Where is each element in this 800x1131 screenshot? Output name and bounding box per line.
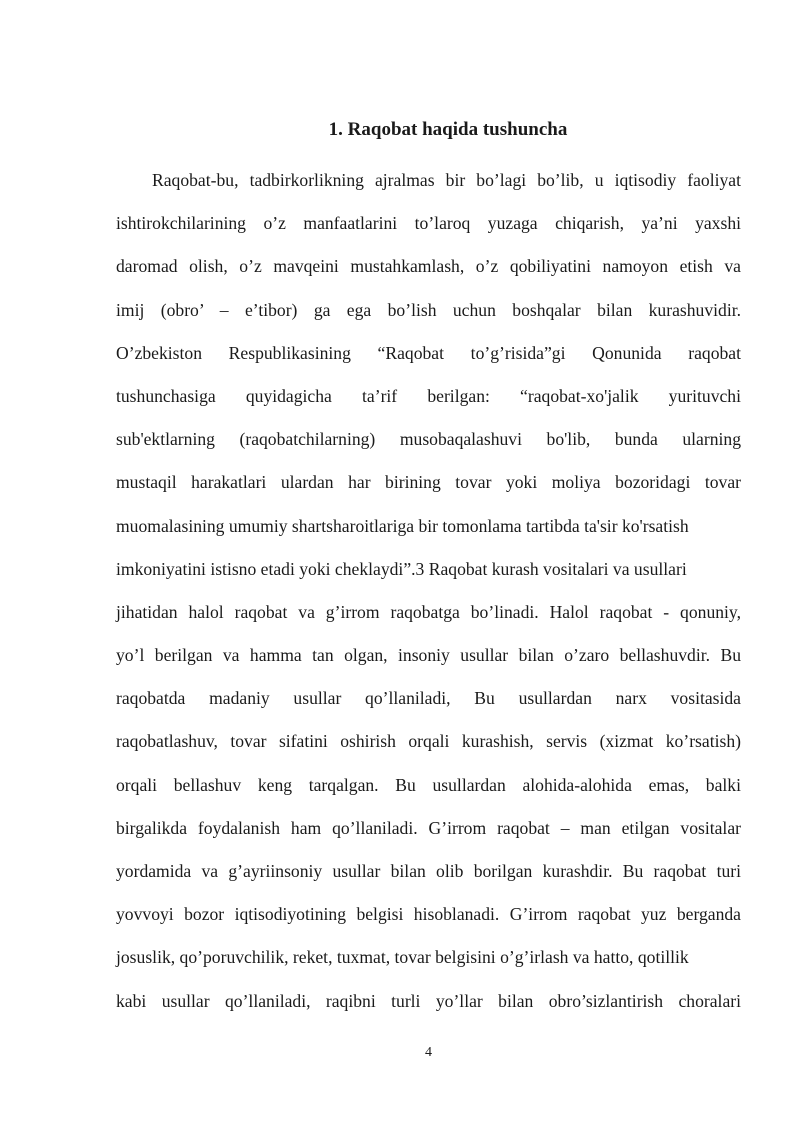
text-line: Raqobat-bu, tadbirkorlikning ajralmas bir bo’lagi bo’lib, u iqtisodiy faoliyat bbox=[152, 170, 741, 190]
text-line: yo’l berilgan va hamma tan olgan, insoniy usullar bilan o’zaro bellashuvdir. Bu bbox=[116, 645, 741, 666]
section-title: 1. Raqobat haqida tushuncha bbox=[328, 119, 568, 140]
text-line: josuslik, qo’poruvchilik, reket, tuxmat, tovar belgisini o’g’irlash va hatto, qotillik bbox=[116, 947, 689, 968]
text-line: yovvoyi bozor iqtisodiyotining belgisi hisoblanadi. G’irrom raqobat yuz berganda bbox=[116, 904, 741, 925]
body-paragraph bbox=[116, 166, 741, 1030]
text-line: birgalikda foydalanish ham qo’llaniladi. G’irrom raqobat – man etilgan vositalar bbox=[116, 817, 741, 838]
text-line: O’zbekiston Respublikasining “Raqobat to’g’risida”gi Qonunida raqobat bbox=[116, 342, 741, 363]
text-line: muomalasining umumiy shartsharoitlariga bir tomonlama tartibda ta'sir ko'rsatish bbox=[116, 515, 689, 536]
text-line: tushunchasiga quyidagicha ta’rif berilgan: “raqobat-xo'jalik yurituvchi bbox=[116, 385, 741, 406]
text-line: orqali bellashuv keng tarqalgan. Bu usullardan alohida-alohida emas, balki bbox=[116, 774, 741, 795]
text-line: imij (obro’ – e’tibor) ga ega bo’lish uchun boshqalar bilan kurashuvidir. bbox=[116, 299, 741, 320]
text-line: yordamida va g’ayriinsoniy usullar bilan olib borilgan kurashdir. Bu raqobat turi bbox=[116, 861, 741, 881]
text-line: jihatidan halol raqobat va g’irrom raqobatga bo’linadi. Halol raqobat - qonuniy, bbox=[116, 601, 741, 622]
text-line: kabi usullar qo’llaniladi, raqibni turli yo’llar bilan obro’sizlantirish choralari bbox=[116, 990, 741, 1011]
text-line: sub'ektlarning (raqobatchilarning) musobaqalashuvi bo'lib, bunda ularning bbox=[116, 429, 741, 450]
text-line: mustaqil harakatlari ulardan har birining tovar yoki moliya bozoridagi tovar bbox=[116, 472, 741, 493]
page-number: 4 bbox=[425, 1045, 432, 1060]
text-line: daromad olish, o’z mavqeini mustahkamlash, o’z qobiliyatini namoyon etish va bbox=[116, 256, 741, 277]
text-line: ishtirokchilarining o’z manfaatlarini to’laroq yuzaga chiqarish, ya’ni yaxshi bbox=[116, 213, 741, 234]
text-line: raqobatlashuv, tovar sifatini oshirish orqali kurashish, servis (xizmat ko’rsatish) bbox=[116, 731, 741, 752]
text-line: raqobatda madaniy usullar qo’llaniladi, Bu usullardan narx vositasida bbox=[116, 688, 741, 709]
text-line: imkoniyatini istisno etadi yoki cheklaydi”.3 Raqobat kurash vositalari va usullari bbox=[116, 558, 687, 579]
